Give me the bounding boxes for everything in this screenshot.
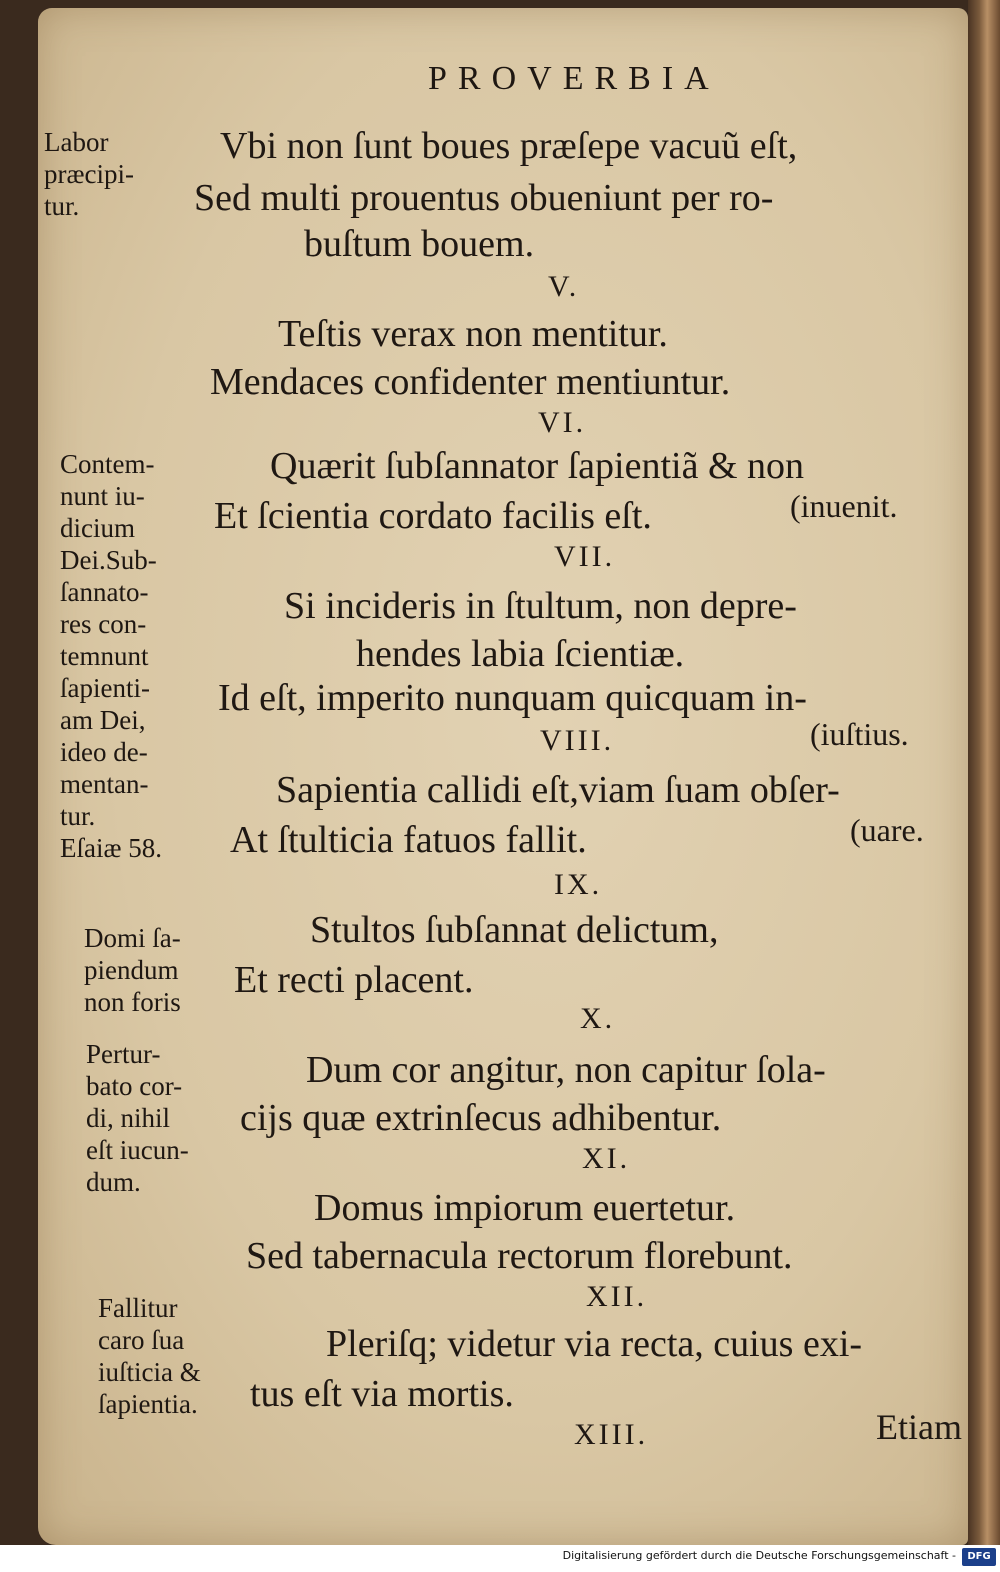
text-line: Stultos ſubſannat delictum, xyxy=(310,909,719,951)
text-line: Teſtis verax non mentitur. xyxy=(278,313,668,355)
verse-number: IX. xyxy=(554,868,603,901)
verse-number: X. xyxy=(580,1002,616,1035)
text-line: Mendaces confidenter mentiuntur. xyxy=(210,361,731,403)
dfg-logo-icon: DFG xyxy=(962,1548,996,1566)
book-spine xyxy=(968,0,1000,1545)
text-line: Id eſt, imperito nunquam quicquam in- xyxy=(218,677,807,719)
text-line: (iuſtius. xyxy=(810,716,909,752)
footer-bar xyxy=(0,1545,1000,1572)
margin-note: Domi ſa- piendum non foris xyxy=(84,923,181,1017)
verse-number: VII. xyxy=(554,540,616,573)
text-line: At ſtulticia fatuos fallit. xyxy=(230,819,587,861)
margin-note: Labor præcipi- tur. xyxy=(44,127,134,221)
text-line: cijs quæ extrinſecus adhibentur. xyxy=(240,1097,722,1139)
text-line: Sed multi prouentus obueniunt per ro- xyxy=(194,177,774,219)
text-line: tus eſt via mortis. xyxy=(250,1373,514,1415)
text-line: Et ſcientia cordato facilis eſt. xyxy=(214,495,652,537)
text-line: Dum cor angitur, non capitur ſola- xyxy=(306,1049,826,1091)
text-line: buſtum bouem. xyxy=(304,223,535,265)
text-line: Pleriſq; videtur via recta, cuius exi- xyxy=(326,1323,863,1365)
verse-number: VI. xyxy=(538,406,587,439)
text-line: Si incideris in ſtultum, non depre- xyxy=(284,585,797,627)
text-line: (uare. xyxy=(850,812,924,848)
verse-number: XIII. xyxy=(574,1418,649,1451)
text-line: Quærit ſubſannator ſapientiã & non xyxy=(270,445,805,487)
catchword: Etiam xyxy=(876,1407,962,1447)
text-line: Domus impiorum euertetur. xyxy=(314,1187,736,1229)
text-line: Sed tabernacula rectorum florebunt. xyxy=(246,1235,793,1277)
text-line: Sapientia callidi eſt,viam ſuam obſer- xyxy=(276,769,840,811)
margin-note: Contem- nunt iu- dicium Dei.Sub- ſannato- res con- temnunt ſapienti- am Dei, ideo de- mentan- tur. Eſaiæ 58. xyxy=(60,449,162,863)
book-page xyxy=(38,8,968,1545)
running-header: PROVERBIA xyxy=(428,60,720,97)
text-line: (inuenit. xyxy=(790,488,898,524)
footer-credit: Digitalisierung gefördert durch die Deutsche Forschungsgemeinschaft - xyxy=(562,1549,956,1562)
margin-note: Fallitur caro ſua iuſticia & ſapientia. xyxy=(98,1293,201,1419)
text-line: hendes labia ſcientiæ. xyxy=(356,633,685,675)
verse-number: XI. xyxy=(582,1142,631,1175)
verse-number: V. xyxy=(548,270,580,303)
verse-number: VIII. xyxy=(540,724,615,757)
text-line: Et recti placent. xyxy=(234,959,474,1001)
margin-note: Pertur- bato cor- di, nihil eſt iucun- dum. xyxy=(86,1039,189,1197)
verse-number: XII. xyxy=(586,1280,648,1313)
text-line: Vbi non ſunt boues præſepe vacuũ eſt, xyxy=(220,125,798,167)
